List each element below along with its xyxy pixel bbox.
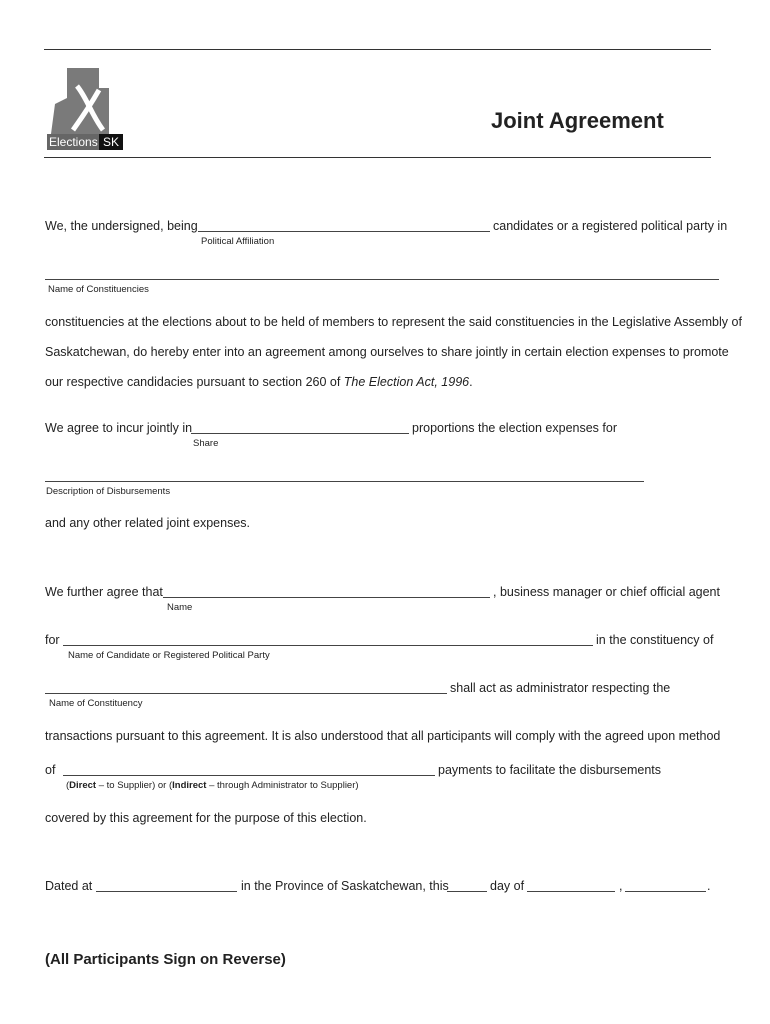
payments-text: payments to facilitate the disbursements (438, 763, 662, 777)
share-label: Share (193, 438, 219, 449)
transactions-text: transactions pursuant to this agreement. It is also understood that all participants will comply with the agreed upon method (45, 729, 721, 743)
page-title: Joint Agreement (491, 108, 664, 133)
related-expenses-text: and any other related joint expenses. (45, 516, 250, 530)
year-field[interactable] (625, 891, 706, 892)
top-rule (44, 49, 711, 50)
logo-text-elections: Elections (49, 135, 98, 149)
name-label: Name (167, 602, 193, 613)
period-text: . (469, 375, 473, 389)
method-indirect: Indirect (172, 780, 207, 791)
proportions-text: proportions the election expenses for (412, 421, 617, 435)
business-manager-text: , business manager or chief official agent (493, 585, 720, 599)
candidates-text: candidates or a registered political party in (493, 219, 728, 233)
dated-location-field[interactable] (96, 891, 237, 892)
of-text: of (45, 763, 56, 777)
constituencies-label: Name of Constituencies (48, 284, 149, 295)
election-act-title: The Election Act, 1996 (343, 375, 470, 389)
political-affiliation-field[interactable] (198, 231, 490, 232)
for-text: for (45, 633, 60, 647)
constituency-of-text: in the constituency of (596, 633, 714, 647)
disbursements-label: Description of Disbursements (46, 486, 171, 497)
section-reference-text: our respective candidacies pursuant to section 260 of (45, 375, 344, 389)
header-bottom-rule (44, 157, 711, 158)
candidate-party-label: Name of Candidate or Registered Political Party (68, 650, 270, 661)
payment-method-label (66, 780, 359, 791)
paragraph-line-3 (45, 375, 473, 389)
method-direct: Direct (69, 780, 97, 791)
dated-at-text: Dated at (45, 879, 93, 893)
incur-text: We agree to incur jointly in (45, 421, 193, 435)
agent-name-field[interactable] (163, 597, 490, 598)
day-of-text: day of (490, 879, 525, 893)
paragraph-line-1: constituencies at the elections about to be held of members to represent the said constituencies in the Legislative Assembly of (45, 315, 742, 329)
share-field[interactable] (191, 433, 409, 434)
comma-text: , (619, 879, 623, 893)
logo-text-sk: SK (103, 135, 120, 149)
day-field[interactable] (447, 891, 487, 892)
elections-sk-logo (47, 68, 123, 152)
constituency-field[interactable] (45, 693, 447, 694)
constituencies-field[interactable] (45, 279, 719, 280)
administrator-text: shall act as administrator respecting the (450, 681, 671, 695)
further-agree-text: We further agree that (45, 585, 163, 599)
method-mid-text: – to Supplier) or ( (96, 780, 173, 791)
sign-reverse-note: (All Participants Sign on Reverse) (45, 951, 286, 968)
candidate-party-field[interactable] (63, 645, 593, 646)
constituency-label: Name of Constituency (49, 698, 143, 709)
method-open-paren: ( (66, 780, 70, 791)
month-field[interactable] (527, 891, 615, 892)
final-period-text: . (707, 879, 711, 893)
political-affiliation-label: Political Affiliation (201, 236, 275, 247)
disbursements-field[interactable] (45, 481, 644, 482)
paragraph-line-2: Saskatchewan, do hereby enter into an agreement among ourselves to share jointly in certain election expenses to promote (45, 345, 729, 359)
method-end-text: – through Administrator to Supplier) (206, 780, 359, 791)
undersigned-text: We, the undersigned, being (45, 219, 198, 233)
payment-method-field[interactable] (63, 775, 435, 776)
province-text: in the Province of Saskatchewan, this (241, 879, 449, 893)
covered-text: covered by this agreement for the purpose of this election. (45, 811, 367, 825)
